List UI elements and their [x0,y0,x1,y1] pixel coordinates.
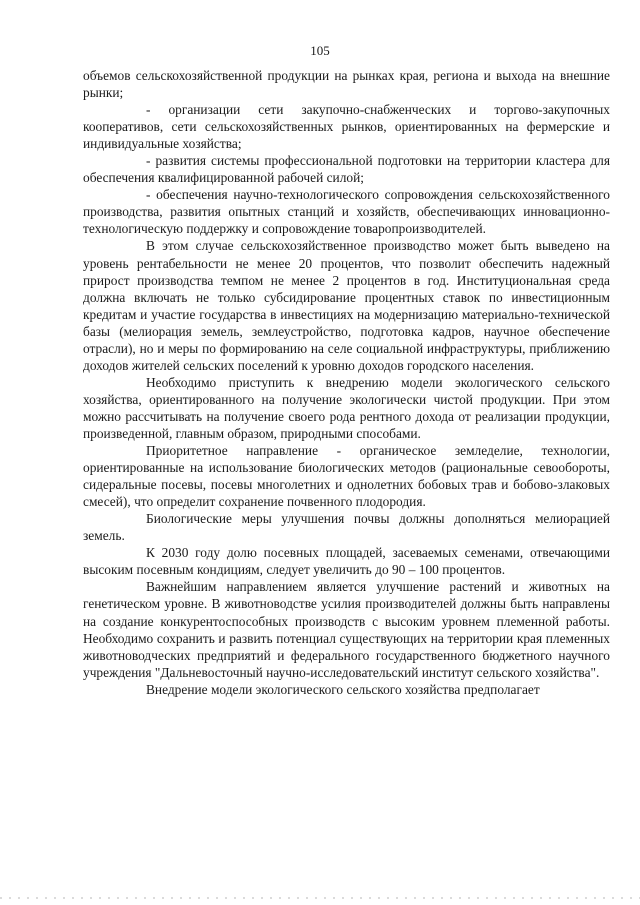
paragraph-genetics: Важнейшим направлением является улучшение растений и животных на генетическом уровне. В животноводстве усилия производителей должны быть направлены на создание конкурентоспособных производств с высоким уровнем племенной работы. Необходимо сохранить и развить потенциал существующих на территории края племенных животноводческих предприятий и федерального государственного бюджетного научного учреждения "Дальневосточный научно-исследовательский институт сельского хозяйства". [83,579,610,680]
list-item-training: - развития системы профессиональной подготовки на территории кластера для обеспечения квалифицированной рабочей силой; [83,153,610,186]
paragraph-final: Внедрение модели экологического сельского хозяйства предполагает [146,681,540,697]
paragraph-seed-target: К 2030 году долю посевных площадей, засеваемых семенами, отвечающими высоким посевным кондициям, следует увеличить до 90 – 100 процентов. [83,545,610,578]
scan-artifact-line [0,897,640,899]
list-item-cooperatives: - организации сети закупочно-снабженческих и торгово-закупочных кооперативов, сети сельскохозяйственных рынков, ориентированных на фермерские и индивидуальные хозяйства; [83,102,610,152]
body-text [83,67,610,698]
paragraph-organic-farming: Приоритетное направление - органическое земледелие, технологии, ориентированные на использование биологических методов (рациональные севообороты, сидеральные посевы, посевы многолетних и однолетних бобовых трав и бобово-злаковых смесей), что определит сохранение почвенного плодородия. [83,443,610,510]
list-item-science-support: - обеспечения научно-технологического сопровождения сельскохозяйственного производства, развития опытных станций и хозяйств, обеспечивающих инновационно-технологическую поддержку и сопровождение товаропроизводителей. [83,187,610,237]
paragraph-soil-measures: Биологические меры улучшения почвы должны дополняться мелиорацией земель. [83,511,610,544]
page-number: 105 [310,43,330,58]
paragraph-continuation: объемов сельскохозяйственной продукции на рынках края, региона и выхода на внешние рынки; [83,68,610,101]
paragraph-profitability: В этом случае сельскохозяйственное производство может быть выведено на уровень рентабельности не менее 20 процентов, что позволит обеспечить надежный прирост производства темпом не менее 2 процентов в год. Институциональная среда должна включать не только субсидирование процентных ставок по инвестиционным кредитам и участие государства в инвестициях на модернизацию материально-технической базы (мелиорация земель, землеустройство, подготовка кадров, научное обеспечение отрасли), но и меры по формированию на селе социальной инфраструктуры, приближению доходов жителей сельских поселений к уровню доходов городского населения. [83,238,610,373]
paragraph-ecological-model: Необходимо приступить к внедрению модели экологического сельского хозяйства, ориентированного на получение экологически чистой продукции. При этом можно рассчитывать на получение своего рода рентного дохода от реализации продукции, произведенной, главным образом, природными способами. [83,374,610,441]
